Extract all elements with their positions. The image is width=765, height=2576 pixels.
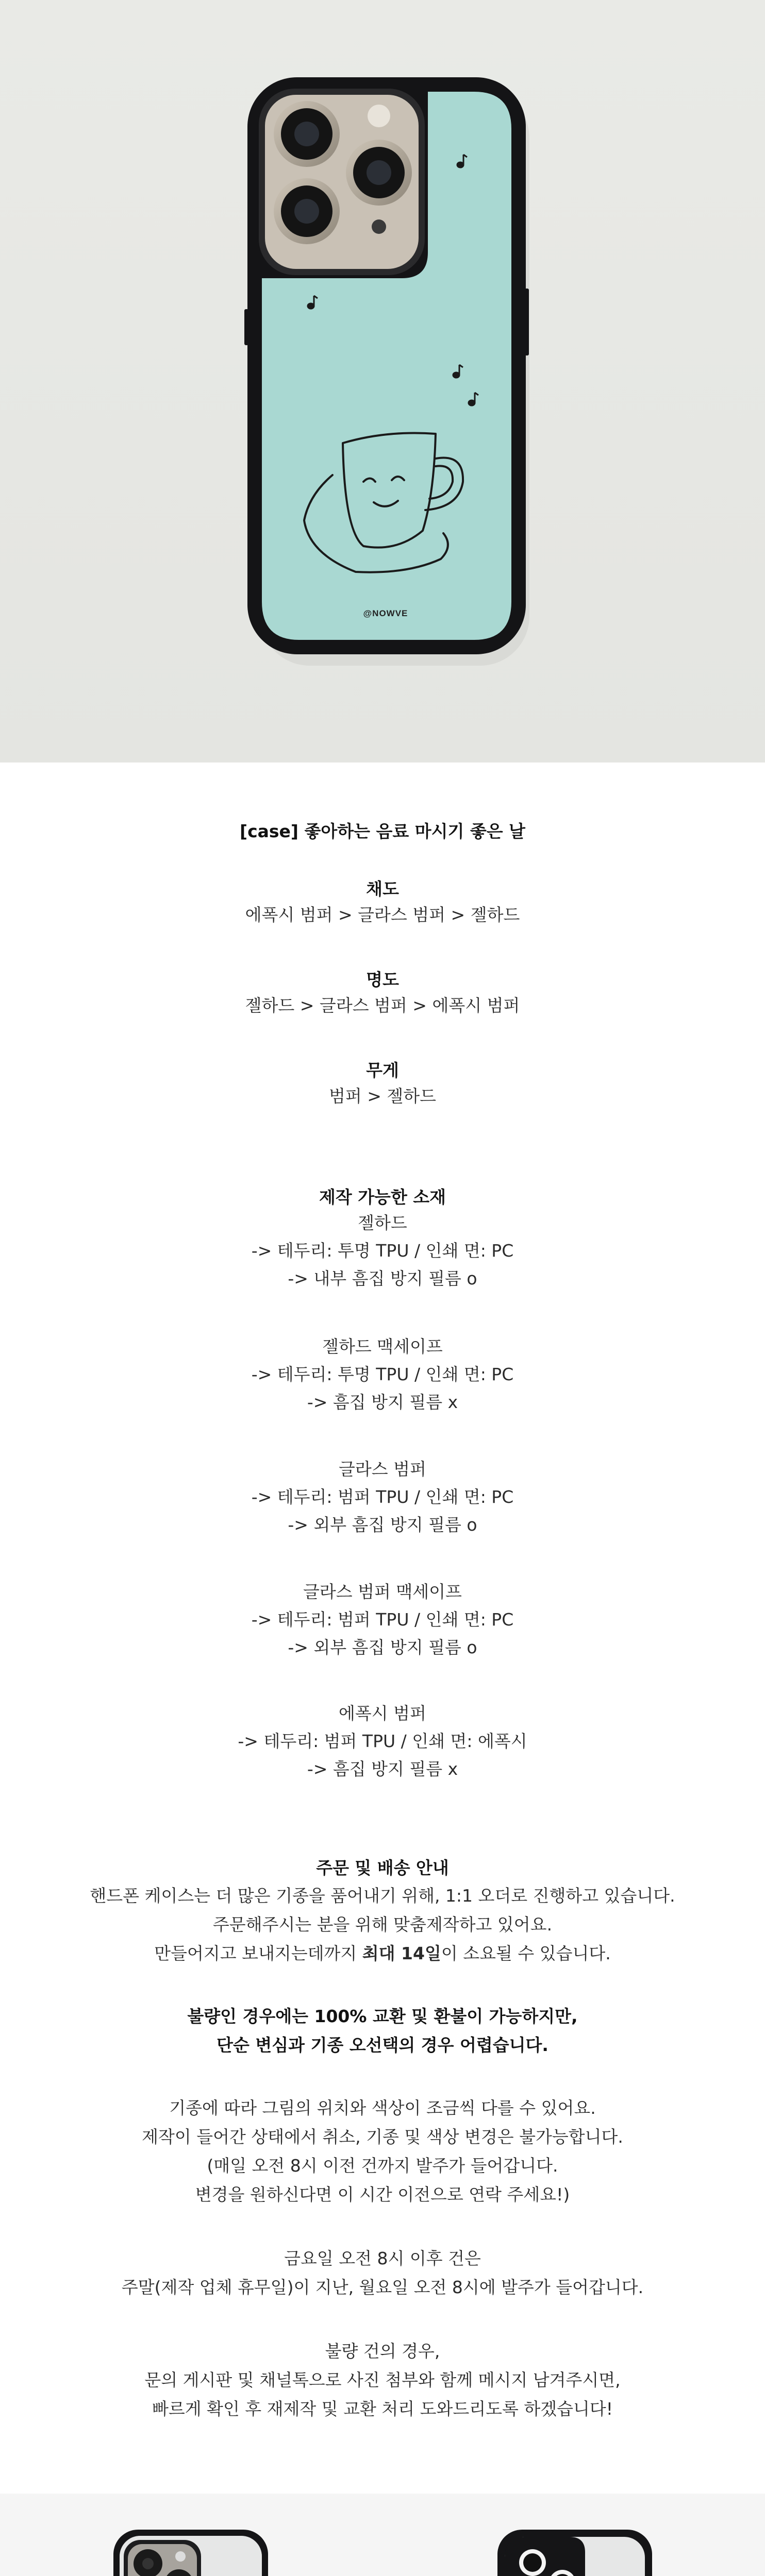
variant-glass-bumper-image (108, 2524, 273, 2576)
product-title: [case] 좋아하는 음료 마시기 좋은 날 (240, 821, 525, 841)
variant-epoxy-bumper-image (492, 2524, 657, 2576)
section-line: 에폭시 범퍼 > 글라스 범퍼 > 젤하드 (245, 905, 520, 925)
notice-line: 금요일 오전 8시 이후 건은 (284, 2248, 481, 2268)
materials-heading: 제작 가능한 소재 (319, 1187, 446, 1207)
section-line: 젤하드 > 글라스 범퍼 > 에폭시 범퍼 (245, 995, 520, 1015)
material-line: -> 테두리: 범퍼 TPU / 인쇄 면: 에폭시 (238, 1731, 527, 1751)
notice-line: 변경을 원하신다면 이 시간 이전으로 연락 주세요!) (195, 2184, 570, 2205)
material-name: 글라스 범퍼 맥세이프 (303, 1582, 462, 1602)
section-heading: 채도 (366, 879, 399, 899)
order-line-max-days: 만들어지고 보내지는데까지 최대 14일이 소요될 수 있습니다. (154, 1943, 611, 1963)
brand-logo: @NOWVE (363, 608, 408, 618)
notice-line: (매일 오전 8시 이전 건까지 발주가 들어갑니다. (207, 2156, 558, 2176)
section-line: 범퍼 > 젤하드 (328, 1086, 437, 1106)
notice-line: 문의 게시판 및 채널톡으로 사진 첨부와 함께 메시지 남겨주시면, (144, 2370, 621, 2390)
material-line: -> 외부 흠집 방지 필름 o (288, 1637, 477, 1657)
notice-line: 기종에 따라 그림의 위치와 색상이 조금씩 다를 수 있어요. (169, 2098, 596, 2118)
material-name: 에폭시 범퍼 (339, 1703, 426, 1723)
order-line: 주문해주시는 분을 위해 맞춤제작하고 있어요. (212, 1914, 553, 1935)
notice-line: 제작이 들어간 상태에서 취소, 기종 및 색상 변경은 불가능합니다. (142, 2127, 623, 2147)
camera-lens (274, 178, 340, 244)
variant-gallery (0, 2494, 765, 2576)
material-line: -> 테두리: 범퍼 TPU / 인쇄 면: PC (251, 1609, 514, 1630)
refund-notice: 단순 변심과 기종 오선택의 경우 어렵습니다. (217, 2035, 548, 2055)
notice-line: 불량 건의 경우, (325, 2341, 440, 2361)
material-name: 글라스 범퍼 (339, 1459, 426, 1479)
camera-lens (346, 140, 412, 206)
material-line: -> 테두리: 투명 TPU / 인쇄 면: PC (251, 1364, 514, 1384)
camera-lens (274, 101, 340, 167)
material-line: -> 흠집 방지 필름 x (307, 1759, 458, 1779)
refund-notice: 불량인 경우에는 100% 교환 및 환불이 가능하지만, (187, 2006, 578, 2026)
product-description (0, 762, 765, 2494)
notice-line: 주말(제작 업체 휴무일)이 지난, 월요일 오전 8시에 발주가 들어갑니다. (121, 2277, 644, 2297)
order-line: 핸드폰 케이스는 더 많은 기종을 품어내기 위해, 1:1 오더로 진행하고 있습니다. (90, 1886, 675, 1906)
material-line: -> 흠집 방지 필름 x (307, 1392, 458, 1412)
material-name: 젤하드 (358, 1213, 407, 1233)
material-line: -> 테두리: 범퍼 TPU / 인쇄 면: PC (251, 1487, 514, 1507)
order-heading: 주문 및 배송 안내 (316, 1858, 449, 1878)
material-name: 젤하드 맥세이프 (322, 1336, 443, 1357)
material-line: -> 내부 흠집 방지 필름 o (288, 1268, 477, 1289)
product-photo (0, 0, 765, 762)
notice-line: 빠르게 확인 후 재제작 및 교환 처리 도와드리도록 하겠습니다! (152, 2399, 613, 2419)
material-line: -> 외부 흠집 방지 필름 o (288, 1515, 477, 1535)
material-line: -> 테두리: 투명 TPU / 인쇄 면: PC (251, 1241, 514, 1261)
section-heading: 명도 (366, 970, 399, 990)
section-heading: 무게 (366, 1060, 399, 1080)
